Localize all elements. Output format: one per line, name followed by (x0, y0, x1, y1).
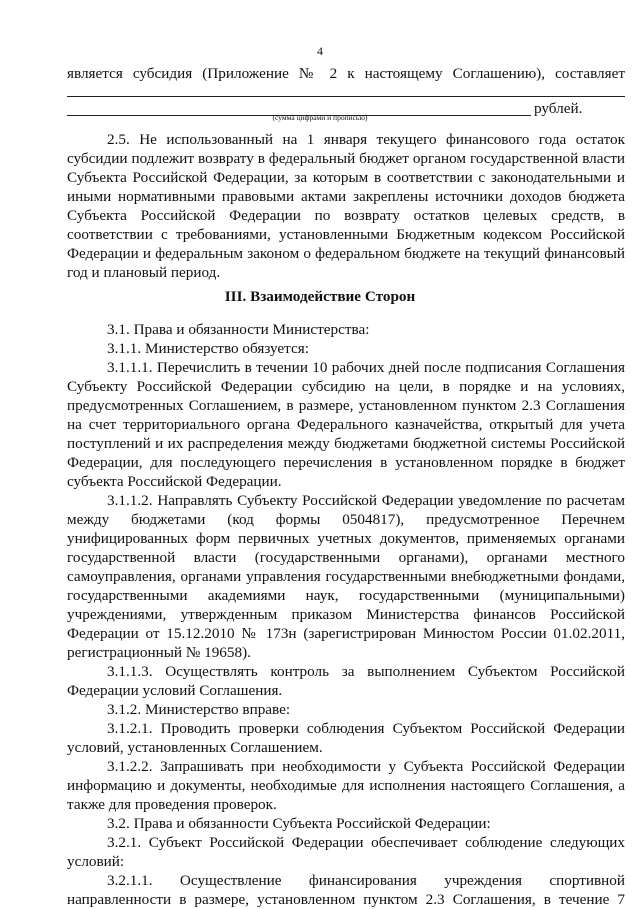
clause-2-5: 2.5. Не использованный на 1 января текущего финансового года остаток субсидии подлежит возврату в федеральный бюджет органом государственной власти Субъекта Российской Федерации, за которым в соответствии с законодательными и иными нормативными правовыми актами закреплены источники доходов бюджета Субъекта Российской Федерации по возврату остатков целевых средств, в соответствии с требованиями, установленными Бюджетным кодексом Российской Федерации и федеральным законом о федеральном бюджете на текущий финансовый год и плановый период. (67, 131, 625, 281)
paragraph: 3.1.2.2. Запрашивать при необходимости у Субъекта Российской Федерации информацию и документы, необходимые для исполнения настоящего Соглашения, а также для проведения проверок. (67, 758, 625, 813)
page-number: 4 (317, 44, 323, 58)
amount-blank-line-1 (67, 96, 625, 97)
paragraph: 3.1.2.1. Проводить проверки соблюдения Субъектом Российской Федерации условий, установленных Соглашением. (67, 720, 625, 756)
paragraph: 3.2.1. Субъект Российской Федерации обеспечивает соблюдение следующих условий: (67, 834, 625, 870)
clause-2-5-block (67, 130, 625, 282)
paragraph: 3.2.1.1. Осуществление финансирования учреждения спортивной направленности в размере, установленном пунктом 2.3 Соглашения, в течение 7 (67, 872, 625, 908)
paragraph: 3.1. Права и обязанности Министерства: (107, 321, 370, 338)
section-heading: III. Взаимодействие Сторон (224, 288, 416, 305)
intro-line: является субсидия (Приложение № 2 к настоящему Соглашению), составляет (67, 65, 625, 82)
amount-caption: (сумма цифрами и прописью) (272, 113, 368, 122)
section-3-body (67, 320, 625, 909)
intro-block (67, 64, 625, 83)
rubles-label: рублей. (534, 100, 583, 117)
paragraph: 3.1.2. Министерство вправе: (107, 701, 291, 718)
paragraph: 3.1.1.3. Осуществлять контроль за выполнением Субъектом Российской Федерации условий Соглашения. (67, 663, 625, 699)
paragraph: 3.1.1.2. Направлять Субъекту Российской Федерации уведомление по расчетам между бюджетами (код формы 0504817), предусмотренное Перечнем унифицированных форм первичных учетных документов, применяемых органами государственной власти (государственными органами), органами местного самоуправления, органами управления государственными внебюджетными фондами, государственными академиями наук, государственными (муниципальными) учреждениями, утвержденным приказом Министерства финансов Российской Федерации от 15.12.2010 № 173н (зарегистрирован Минюстом России 01.02.2011, регистрационный № 19658). (67, 492, 625, 661)
paragraph: 3.1.1. Министерство обязуется: (107, 340, 309, 357)
paragraph: 3.1.1.1. Перечислить в течении 10 рабочих дней после подписания Соглашения Субъекту Российской Федерации субсидию на цели, в порядке и на условиях, предусмотренных Соглашением, в размере, установленном пунктом 2.3 Соглашения на счет территориального органа Федерального казначейства, открытый для учета поступлений и их распределения между бюджетами бюджетной системы Российской Федерации, для последующего перечисления в установленном порядке в бюджет субъекта Российской Федерации. (67, 359, 625, 490)
paragraph: 3.2. Права и обязанности Субъекта Российской Федерации: (107, 815, 491, 832)
